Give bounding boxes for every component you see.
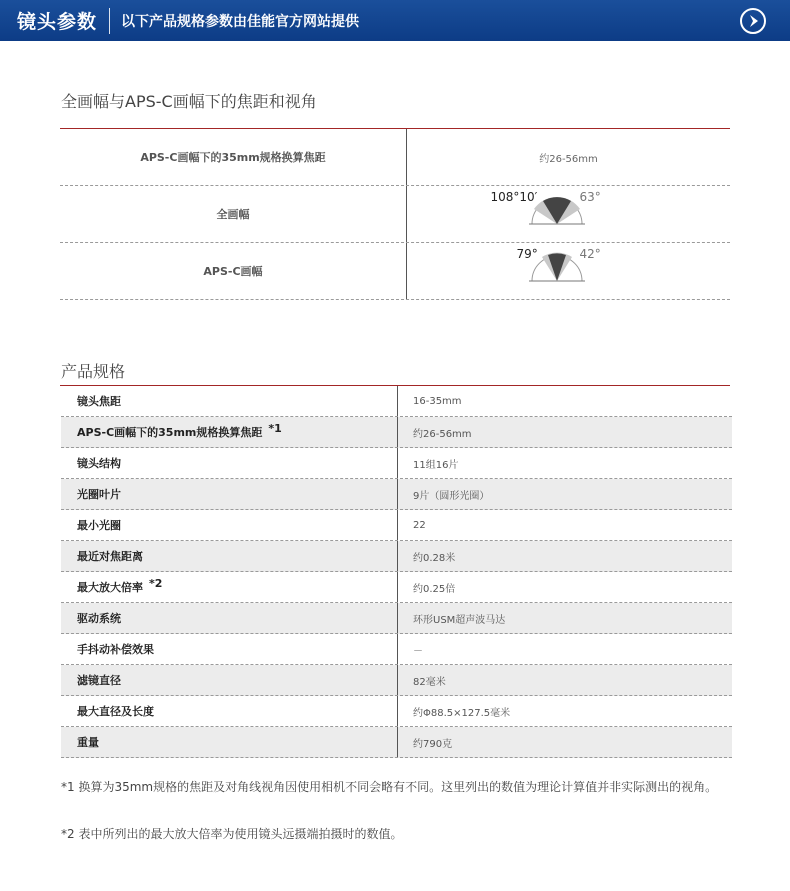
spec-value: 环形USM超声波马达 [413, 614, 506, 626]
angle-row-value: 约26-56mm [539, 153, 598, 165]
spec-row [61, 634, 732, 665]
spec-label-text: APS-C画幅下的35mm规格换算焦距 [77, 426, 263, 439]
spec-label [77, 417, 282, 447]
view-angle-diagram-aps-c [489, 243, 649, 300]
spec-label-text: 光圈叶片 [77, 488, 121, 501]
spec-label-text: 滤镜直径 [77, 674, 121, 687]
angle-row-aps-c-focal [60, 129, 730, 186]
angle-row-label: APS-C画幅下的35mm规格换算焦距 [140, 151, 326, 164]
spec-label-text: 镜头结构 [77, 457, 121, 470]
view-angle-diagram-full-frame [489, 186, 649, 243]
spec-label [77, 386, 121, 416]
spec-label-text: 手抖动补偿效果 [77, 643, 154, 656]
spec-row [61, 727, 732, 758]
angle-row-label: 全画幅 [216, 208, 250, 221]
spec-value: － [413, 645, 423, 657]
header-divider [109, 8, 110, 34]
spec-row [61, 510, 732, 541]
spec-row [61, 541, 732, 572]
spec-label-text: 重量 [77, 736, 99, 749]
header-title: 镜头参数 [17, 11, 98, 33]
spec-row [61, 572, 732, 603]
angle-row-full-frame [60, 186, 730, 243]
spec-label [77, 696, 154, 726]
spec-row [61, 417, 732, 448]
wide-angle-value: 79° [516, 246, 538, 261]
spec-label [77, 541, 143, 571]
angle-table [60, 129, 730, 300]
spec-label-text: 驱动系统 [77, 612, 121, 625]
spec-row [61, 603, 732, 634]
spec-label [77, 727, 99, 757]
header-subtitle: 以下产品规格参数由佳能官方网站提供 [121, 13, 360, 30]
spec-label-text: 最大放大倍率 [77, 581, 143, 594]
angle-row-aps-c [60, 243, 730, 300]
spec-value: 11组16片 [413, 459, 459, 471]
view-angle-fan-icon [529, 195, 585, 231]
tele-angle-value: 63° [579, 189, 601, 204]
spec-label [77, 603, 121, 633]
spec-value: 22 [413, 519, 426, 531]
spec-label [77, 448, 121, 478]
spec-label-text: 最大直径及长度 [77, 705, 154, 718]
spec-label-text: 最小光圈 [77, 519, 121, 532]
spec-value: 约Φ88.5×127.5毫米 [413, 707, 511, 719]
spec-label [77, 634, 154, 664]
header-bar [0, 0, 790, 41]
footnote-1: *1 换算为35mm规格的焦距及对角线视角因使用相机不同会略有不同。这里列出的数值为理论计算值并非实际测出的视角。 [61, 780, 718, 794]
spec-label [77, 479, 121, 509]
spec-row [61, 448, 732, 479]
wide-angle-value: 108°10′ [490, 189, 538, 204]
angle-section-title: 全画幅与APS-C画幅下的焦距和视角 [61, 92, 317, 111]
footnote-marker: *2 [149, 576, 163, 590]
spec-value: 约790克 [413, 738, 453, 750]
spec-row [61, 479, 732, 510]
spec-label [77, 572, 162, 602]
spec-value: 约0.25倍 [413, 583, 456, 595]
angle-row-label: APS-C画幅 [203, 265, 263, 278]
footnote-2: *2 表中所列出的最大放大倍率为使用镜头远摄端拍摄时的数值。 [61, 827, 403, 841]
spec-value: 约26-56mm [413, 428, 472, 440]
spec-value: 16-35mm [413, 395, 462, 407]
spec-table [61, 386, 732, 758]
spec-label-text: 镜头焦距 [77, 395, 121, 408]
spec-row [61, 696, 732, 727]
spec-row [61, 665, 732, 696]
tele-angle-value: 42° [579, 246, 601, 261]
spec-label-text: 最近对焦距离 [77, 550, 143, 563]
spec-label [77, 510, 121, 540]
arrow-right-circle-icon[interactable] [740, 8, 766, 34]
view-angle-fan-icon [529, 252, 585, 288]
spec-value: 9片（圆形光圈） [413, 490, 490, 502]
spec-label [77, 665, 121, 695]
spec-value: 约0.28米 [413, 552, 456, 564]
spec-value: 82毫米 [413, 676, 446, 688]
spec-row [61, 386, 732, 417]
footnote-marker: *1 [268, 421, 282, 435]
spec-section-title: 产品规格 [61, 362, 126, 381]
